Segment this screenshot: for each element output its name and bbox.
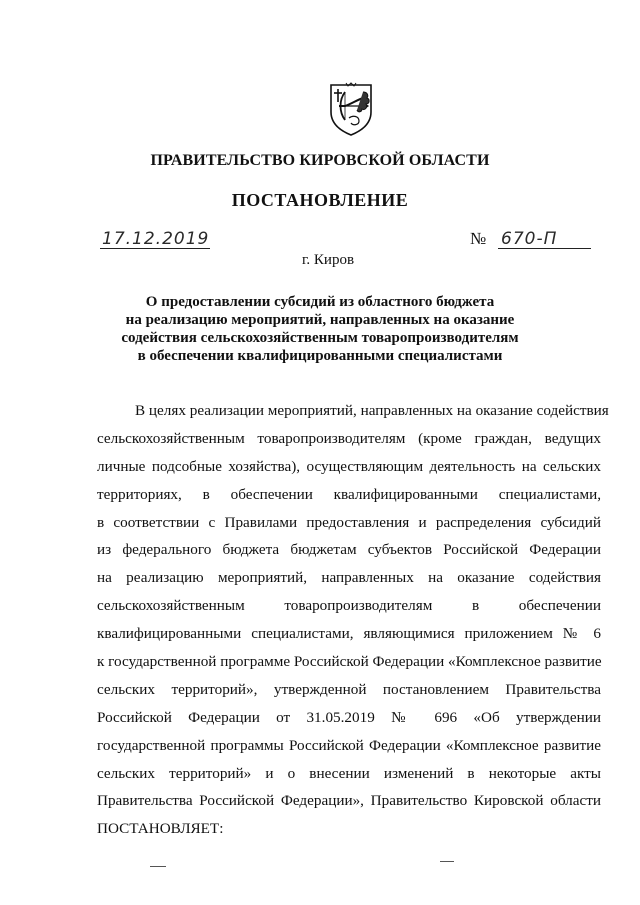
body-line: государственной программы Российской Федерации «Комплексное развитие [97,736,601,754]
scan-artifact [150,866,166,867]
body-line: сельскохозяйственным товаропроизводителям (кроме граждан, ведущих [97,429,601,447]
document-number-label: № [470,229,487,248]
kirov-oblast-coat-of-arms-icon [329,82,373,136]
document-title [120,293,520,365]
body-line: ПОСТАНОВЛЯЕТ: [97,820,224,838]
scan-artifact [440,861,454,862]
body-line: из федерального бюджета бюджетам субъектов Российской Федерации [97,541,601,559]
document-type: ПОСТАНОВЛЕНИЕ [231,190,409,210]
body-line: Правительства Российской Федерации», Правительство Кировской области [97,792,601,810]
body-line: квалифицированными специалистами, являющимися приложением № 6 [97,625,601,643]
body-line: сельскохозяйственным товаропроизводителям в обеспечении [97,597,601,615]
body-line: личные подсобные хозяйства), осуществляющим деятельность на сельских [97,457,601,475]
document-number: 670-П [498,230,591,249]
document-date: 17.12.2019 [102,229,210,249]
body-line: на реализацию мероприятий, направленных на оказание содействия [97,569,601,587]
body-line: сельских территорий» и о внесении изменений в некоторые акты [97,764,601,782]
body-line: территориях, в обеспечении квалифицированными специалистами, [97,485,601,503]
title-line: О предоставлении субсидий из областного бюджета [145,294,495,310]
title-line: содействия сельскохозяйственным товаропроизводителям [121,330,519,346]
body-line: Российской Федерации от 31.05.2019 № 696 «Об утверждении [97,708,601,726]
issuing-authority: ПРАВИТЕЛЬСТВО КИРОВСКОЙ ОБЛАСТИ [150,152,490,169]
city: г. Киров [301,252,355,268]
title-line: в обеспечении квалифицированными специалистами [137,348,503,364]
body-paragraph [97,397,609,843]
title-line: на реализацию мероприятий, направленных на оказание [125,312,515,328]
body-line: к государственной программе Российской Федерации «Комплексное развитие [97,653,602,671]
body-line: В целях реализации мероприятий, направленных на оказание содействия [135,402,609,419]
body-line: в соответствии с Правилами предоставления и распределения субсидий [97,513,601,531]
body-line: сельских территорий», утвержденной постановлением Правительства [97,680,601,698]
